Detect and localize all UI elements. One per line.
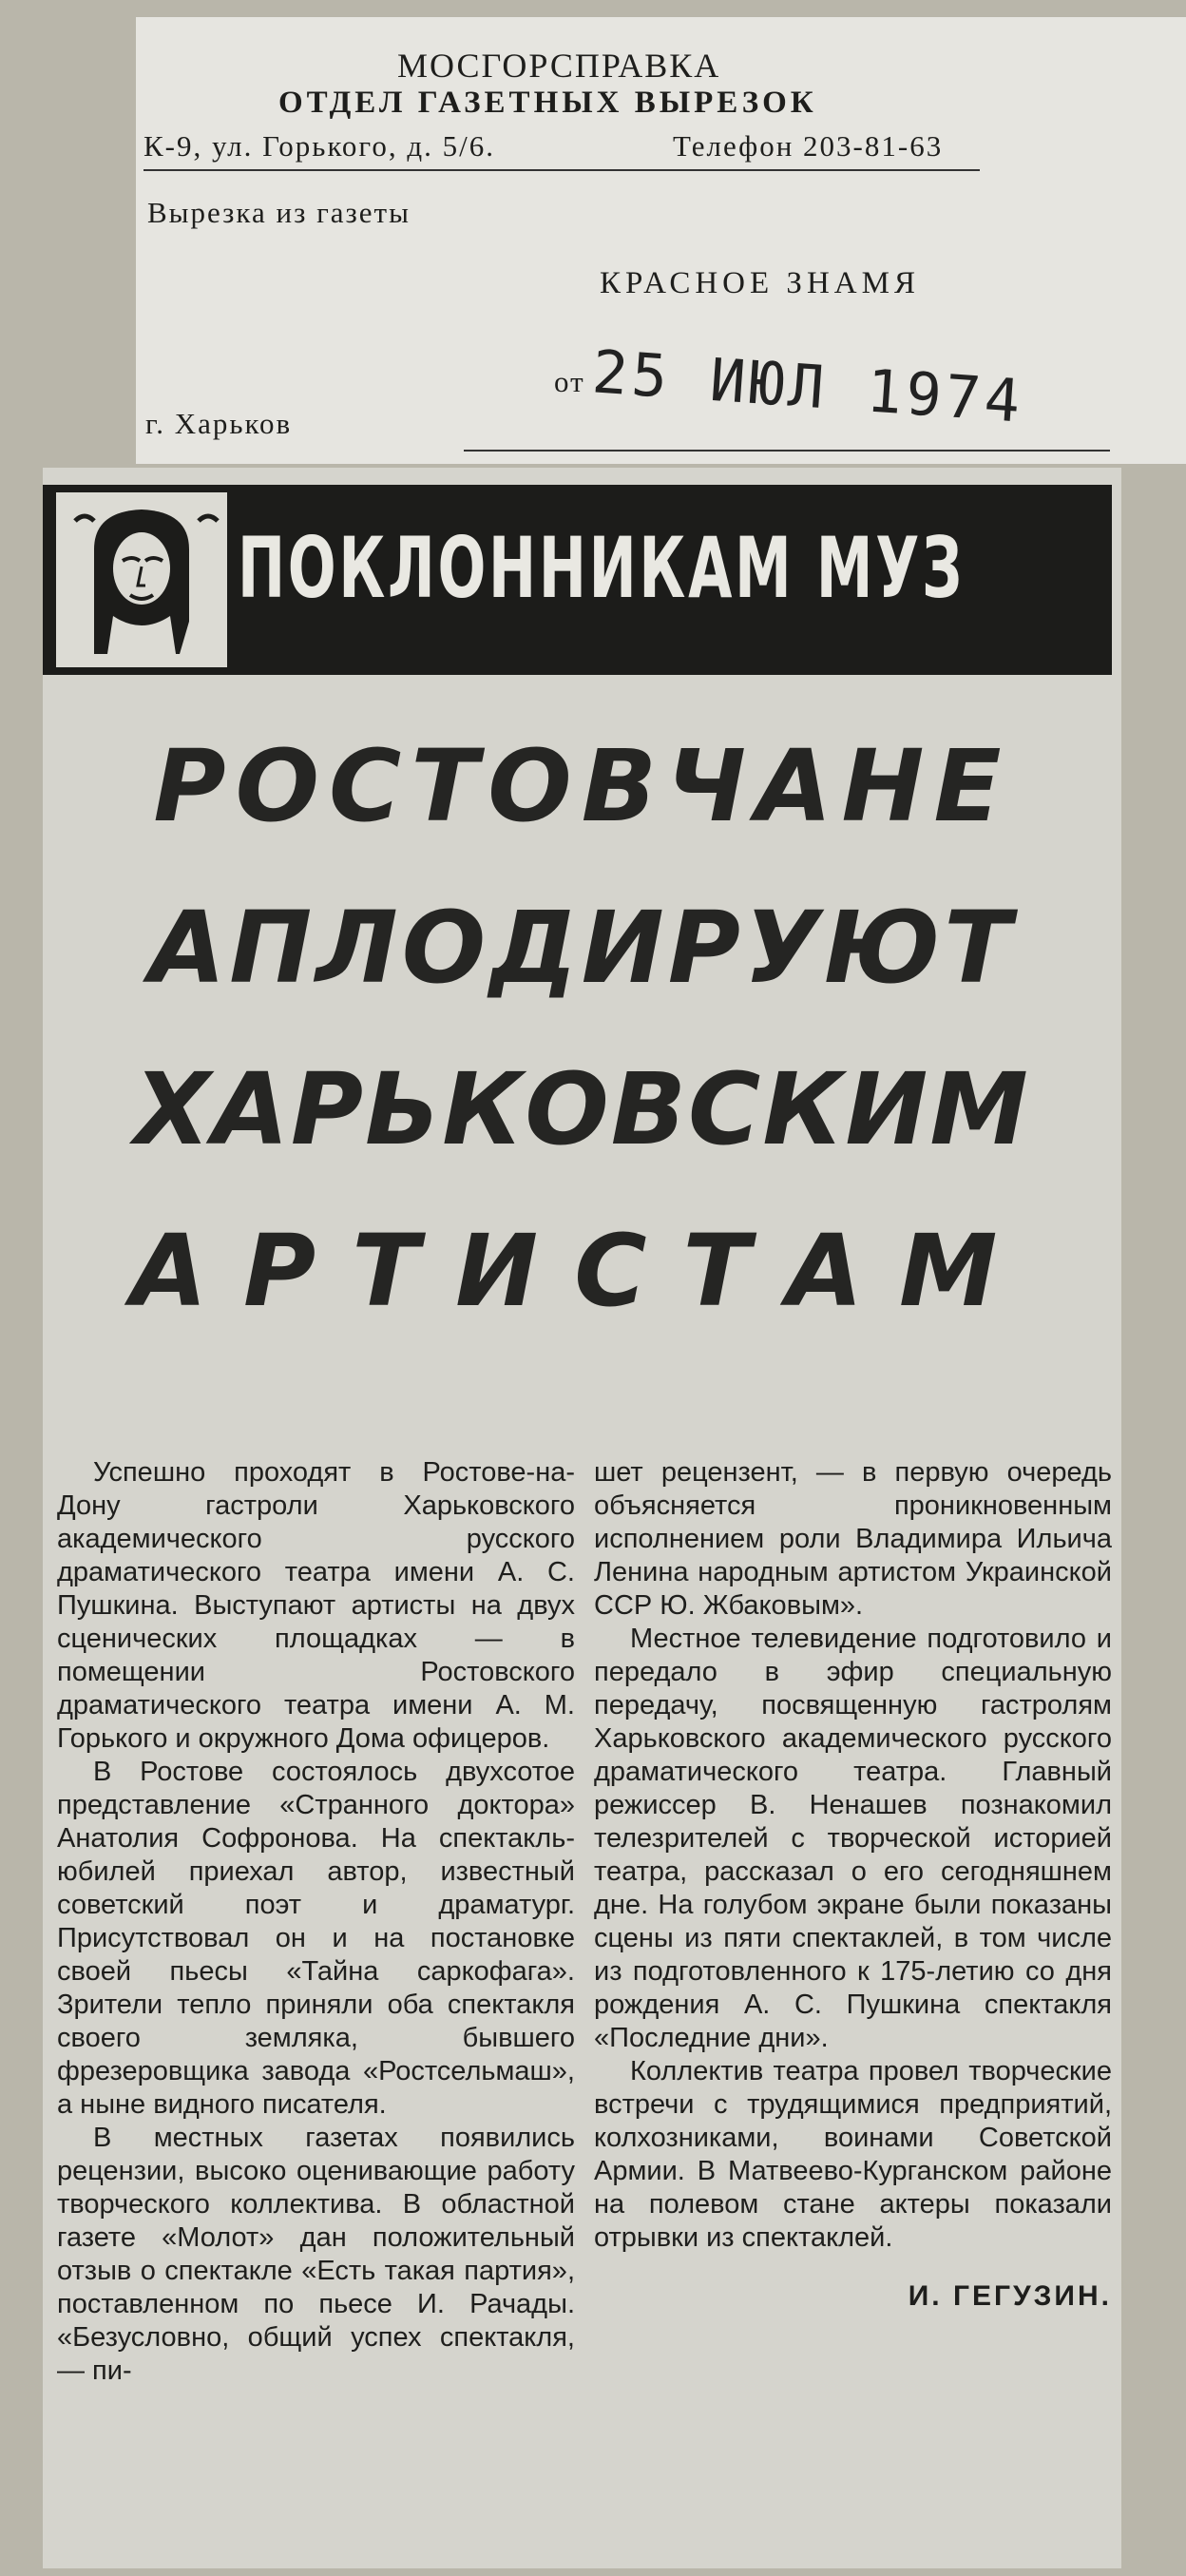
agency-name: МОСГОРСПРАВКА	[397, 47, 721, 85]
headline-line: РОСТОВЧАНЕ	[153, 728, 1011, 844]
address-rule	[143, 169, 980, 171]
agency-address: К-9, ул. Горького, д. 5/6.	[143, 129, 496, 163]
headline-line: ХАРЬКОВСКИМ	[134, 1051, 1030, 1167]
headline-line: АРТИСТАМ	[130, 1213, 1034, 1329]
agency-phone: Телефон 203-81-63	[673, 129, 944, 163]
article-paragraph: В местных газетах появились рецензии, высоко оценивающие работу творческого коллектива. В областной газете «Молот» дан положительный отзыв о спектакле «Есть такая партия», поставленном по пьесе И. Рачады. «Безусловно, общий успех спектакля, — пи-	[57, 2123, 575, 2386]
clipping-form-header	[136, 17, 1186, 464]
article-paragraph: В Ростове состоялось двухсотое представление «Странного доктора» Анатолия Софронова. На спектакль-юбилей приехал автор, известный советский поэт и драматург. Присутствовал он и на постановке своей пьесы «Тайна саркофага». Зрители тепло приняли оба спектакля своего земляка, бывшего фрезеровщика завода «Ростсельмаш», а ныне видного писателя.	[57, 1757, 575, 2120]
rubric-title: ПОКЛОННИКАМ МУЗ	[238, 519, 966, 617]
article-paragraph: Успешно проходят в Ростове-на-Дону гастроли Харьковского академического русского драматического театра имени А. С. Пушкина. Выступают артисты на двух сценических площадках — в помещении Ростовского драматического театра имени А. М. Горького и окружного Дома офицеров.	[57, 1457, 575, 1754]
article-paragraph: Коллектив театра провел творческие встречи с трудящимися предприятий, колхозниками, воинами Советской Армии. В Матвеево-Курганском районе на полевом стане актеры показали отрывки из спектаклей.	[594, 2056, 1112, 2253]
department-name: ОТДЕЛ ГАЗЕТНЫХ ВЫРЕЗОК	[278, 86, 817, 120]
article-body	[57, 1456, 1112, 2521]
headline-line: АПЛОДИРУЮТ	[148, 890, 1016, 1006]
newspaper-city: г. Харьков	[145, 407, 293, 440]
clipping-source-label: Вырезка из газеты	[147, 196, 411, 229]
article-paragraph: шет рецензент, — в первую очередь объясняется проникновенным исполнением роли Владимира Ильича Ленина народным артистом Украинской ССР Ю. Жбаковым».	[594, 1457, 1112, 1621]
author-byline: И. ГЕГУЗИН.	[908, 2280, 1112, 2312]
muse-emblem-icon	[56, 492, 227, 667]
article-column-left	[57, 1456, 575, 2521]
date-rule	[464, 450, 1110, 452]
date-stamp: 25 ИЮЛ 1974	[590, 336, 1026, 436]
newspaper-name: КРАСНОЕ ЗНАМЯ	[600, 266, 920, 300]
article-column-right	[594, 1456, 1112, 2521]
date-prefix: от	[554, 365, 585, 398]
newspaper-clipping	[43, 468, 1121, 2568]
headline	[43, 705, 1121, 1352]
article-paragraph: Местное телевидение подготовило и передало в эфир специальную передачу, посвященную гастролям Харьковского академического русского драматического театра. Главный режиссер В. Ненашев познакомил телезрителей с творческой историей театра, рассказал о его сегодняшнем дне. На голубом экране были показаны сцены из пяти спектаклей, в том числе из подготовленного к 175-летию со дня рождения А. С. Пушкина спектакля «Последние дни».	[594, 1624, 1112, 2053]
rubric-banner	[43, 485, 1112, 675]
